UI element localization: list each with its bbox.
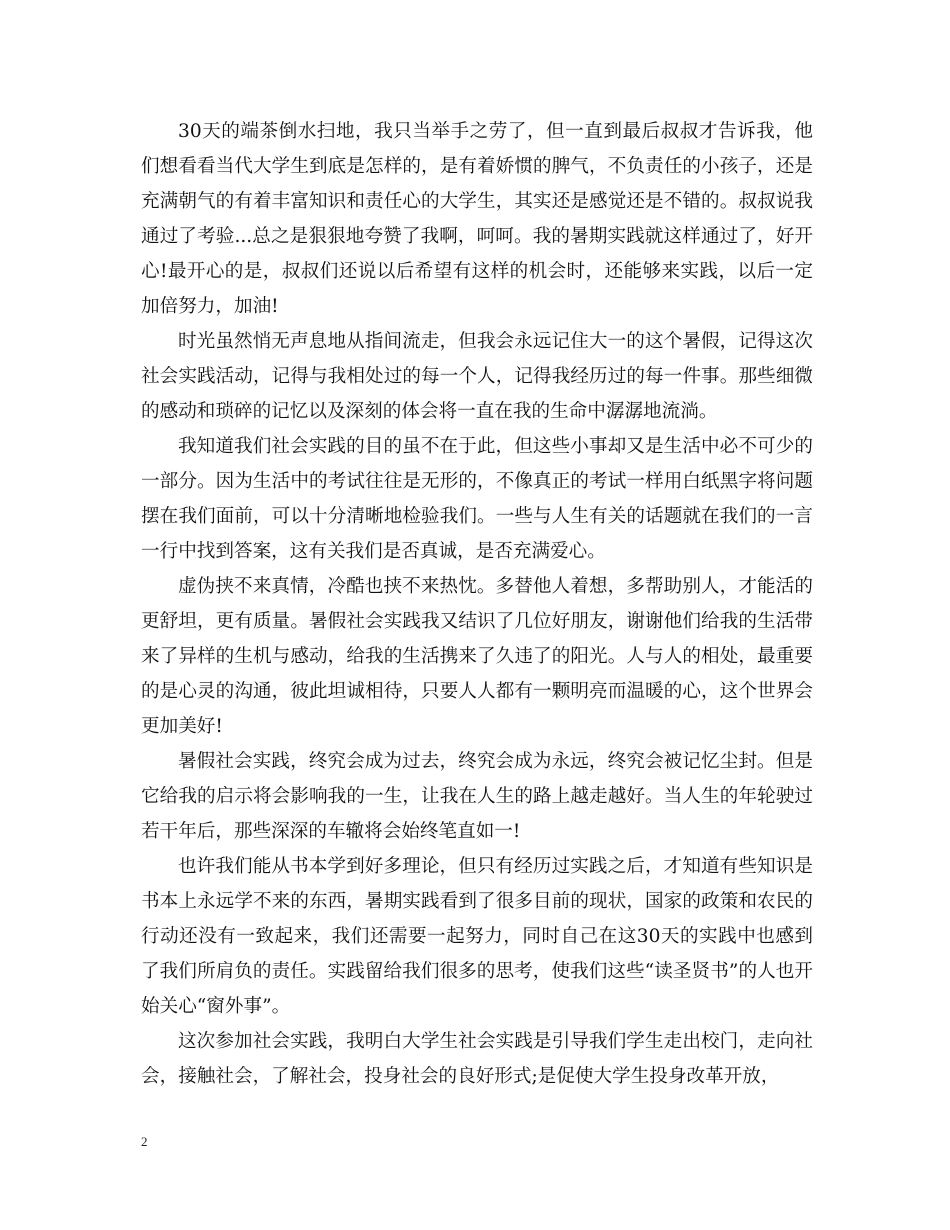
paragraph-3: 我知道我们社会实践的目的虽不在于此，但这些小事却又是生活中必不可少的一部分。因为生活中的考试往往是无形的，不像真正的考试一样用白纸黑字将问题摆在我们面前，可以十分清晰地检验我们。一些与人生有关的话题就在我们的一言一行中找到答案，这有关我们是否真诚，是否充满爱心。	[141, 436, 813, 562]
paragraph-6: 也许我们能从书本学到好多理论，但只有经历过实践之后，才知道有些知识是书本上永远学不来的东西，暑期实践看到了很多目前的现状，国家的政策和农民的行动还没有一致起来，我们还需要一起努力，同时自己在这30天的实践中也感到了我们所肩负的责任。实践留给我们很多的思考，使我们这些“读圣贤书”的人也开始关心“窗外事”。	[141, 856, 813, 1017]
page-number: 2	[141, 1134, 148, 1149]
paragraph-7: 这次参加社会实践，我明白大学生社会实践是引导我们学生走出校门，走向社会，接触社会，了解社会，投身社会的良好形式;是促使大学生投身改革开放，	[141, 1031, 813, 1087]
paragraph-5: 暑假社会实践，终究会成为过去，终究会成为永远，终究会被记忆尘封。但是它给我的启示将会影响我的一生，让我在人生的路上越走越好。当人生的年轮驶过若干年后，那些深深的车辙将会始终笔直如一!	[141, 751, 813, 842]
document-body	[141, 114, 813, 1094]
paragraph-1: 30天的端茶倒水扫地，我只当举手之劳了，但一直到最后叔叔才告诉我，他们想看看当代大学生到底是怎样的，是有着娇惯的脾气，不负责任的小孩子，还是充满朝气的有着丰富知识和责任心的大学生，其实还是感觉还是不错的。叔叔说我通过了考验...总之是狠狠地夸赞了我啊，呵呵。我的暑期实践就这样通过了，好开心!最开心的是，叔叔们还说以后希望有这样的机会时，还能够来实践，以后一定加倍努力，加油!	[141, 121, 813, 317]
paragraph-2: 时光虽然悄无声息地从指间流走，但我会永远记住大一的这个暑假，记得这次社会实践活动，记得与我相处过的每一个人，记得我经历过的每一件事。那些细微的感动和琐碎的记忆以及深刻的体会将一直在我的生命中潺潺地流淌。	[141, 331, 813, 422]
paragraph-4: 虚伪挟不来真情，冷酷也挟不来热忱。多替他人着想，多帮助别人，才能活的更舒坦，更有质量。暑假社会实践我又结识了几位好朋友，谢谢他们给我的生活带来了异样的生机与感动，给我的生活携来了久违了的阳光。人与人的相处，最重要的是心灵的沟通，彼此坦诚相待，只要人人都有一颗明亮而温暖的心，这个世界会更加美好!	[141, 576, 813, 737]
